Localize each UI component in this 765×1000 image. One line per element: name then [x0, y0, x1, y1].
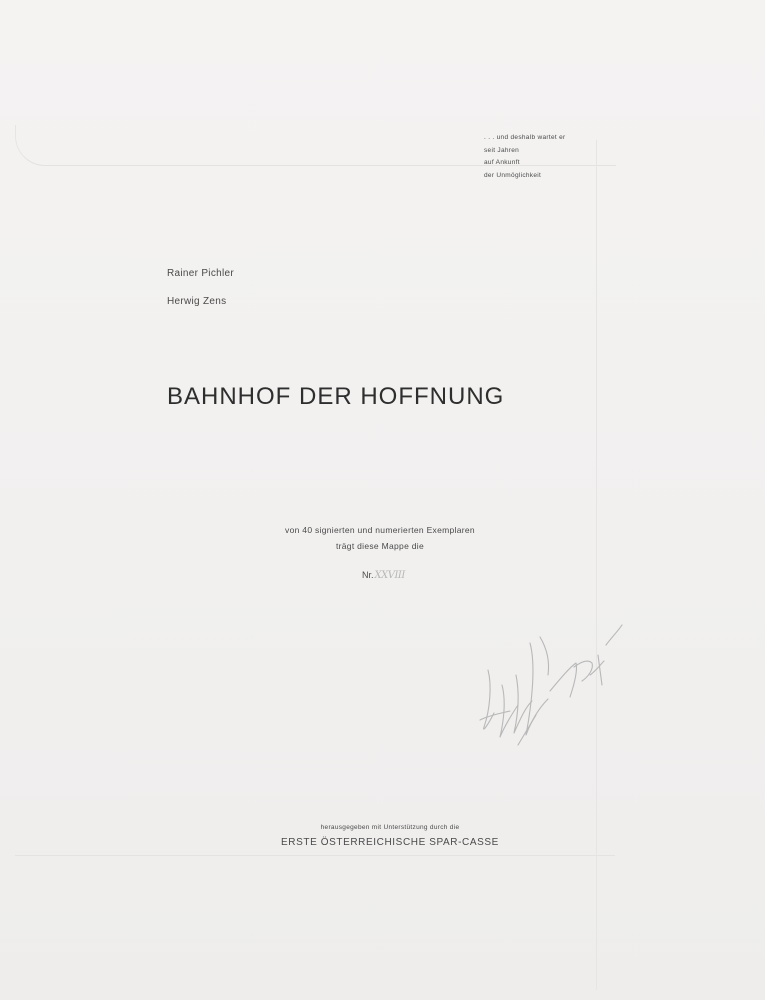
- publisher-note: herausgegeben mit Unterstützung durch die: [320, 824, 460, 831]
- handwritten-number: XXVIII: [374, 570, 405, 581]
- epigraph: [484, 132, 565, 182]
- edition-statement: trägt diese Mappe die: [335, 541, 425, 551]
- paper-fold-bottom: [15, 855, 615, 886]
- epigraph-line: . . . und deshalb wartet er: [484, 134, 566, 141]
- author-name: Herwig Zens: [167, 296, 227, 307]
- epigraph-line: auf Ankunft: [484, 159, 520, 166]
- epigraph-line: der Unmöglichkeit: [484, 171, 542, 179]
- copy-number-prefix: Nr.: [362, 570, 374, 580]
- paper-edge-right: [596, 140, 597, 990]
- edition-statement: von 40 signierten und numerierten Exemplaren: [285, 525, 475, 535]
- publisher-name: ERSTE ÖSTERREICHISCHE SPAR-CASSE: [281, 837, 499, 848]
- page-title: BAHNHOF DER HOFFNUNG: [167, 383, 505, 410]
- signature-icon: [470, 615, 630, 765]
- epigraph-line: seit Jahren: [484, 146, 520, 154]
- author-name: Rainer Pichler: [167, 268, 235, 279]
- copy-number: [362, 570, 405, 581]
